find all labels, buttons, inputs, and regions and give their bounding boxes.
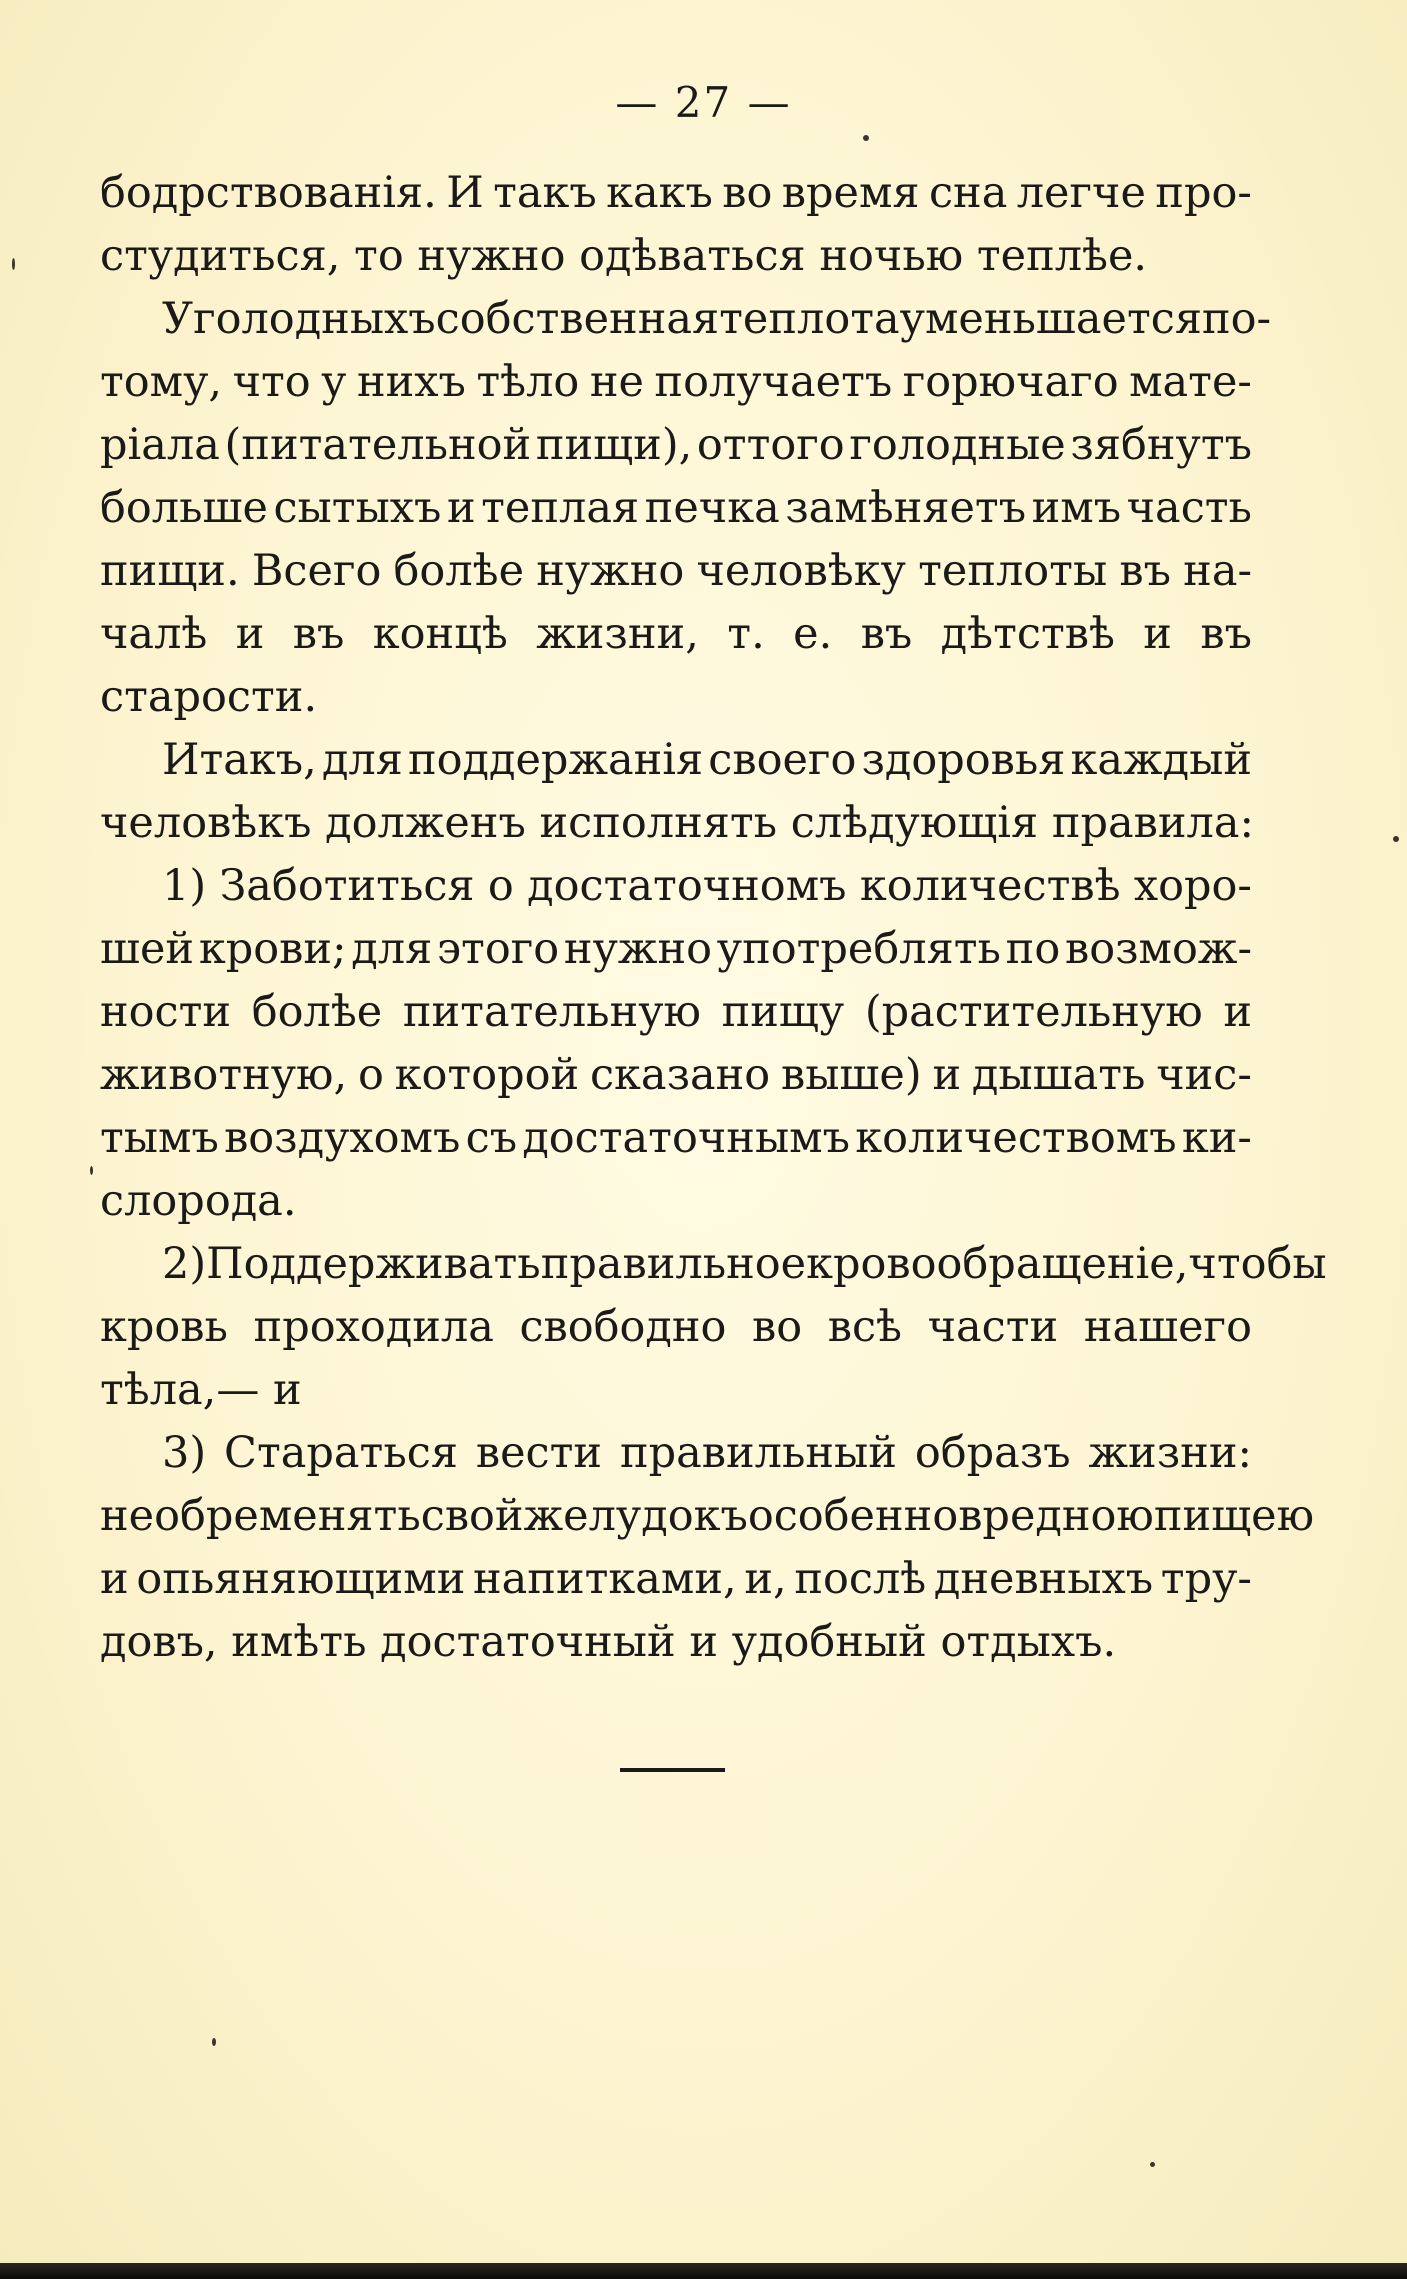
word: здоровья bbox=[861, 735, 1066, 785]
word: обременять bbox=[154, 1491, 421, 1541]
word: печка bbox=[644, 483, 780, 533]
word: вредною bbox=[958, 1491, 1154, 1541]
word: Стараться bbox=[224, 1428, 458, 1478]
text-line bbox=[100, 603, 1252, 666]
text-line bbox=[100, 288, 1272, 351]
word: что bbox=[232, 357, 311, 407]
word: е. bbox=[793, 609, 833, 659]
word: зябнутъ bbox=[1070, 420, 1252, 470]
word: пищу bbox=[721, 987, 845, 1037]
word: теплая bbox=[481, 483, 640, 533]
word: образъ bbox=[914, 1428, 1071, 1478]
word: достаточнымъ bbox=[522, 1113, 850, 1163]
text-line bbox=[100, 1107, 1252, 1170]
print-speck bbox=[90, 1166, 93, 1175]
word: 2) bbox=[162, 1239, 207, 1289]
text-line bbox=[100, 1548, 1252, 1611]
word: количествомъ bbox=[855, 1113, 1177, 1163]
word: чтобы bbox=[1188, 1239, 1327, 1289]
word: и bbox=[1143, 609, 1172, 659]
word: и, bbox=[744, 1554, 787, 1604]
word: получаетъ bbox=[654, 357, 893, 407]
word: тому, bbox=[100, 357, 223, 407]
page-number: — 27 — bbox=[615, 78, 792, 127]
word: голодныхъ bbox=[193, 294, 436, 344]
word: легче bbox=[1016, 168, 1146, 218]
word: тру- bbox=[1160, 1554, 1252, 1604]
word: сказано bbox=[589, 1050, 771, 1100]
word: теплоты bbox=[918, 546, 1108, 596]
word: тѣло bbox=[476, 357, 580, 407]
word: особенно bbox=[747, 1491, 959, 1541]
text-line: слорода. bbox=[100, 1176, 297, 1226]
word: болѣе bbox=[251, 987, 383, 1037]
section-end-rule bbox=[620, 1768, 725, 1772]
text-line bbox=[100, 855, 1252, 918]
word: собственная bbox=[435, 294, 720, 344]
word: нужно bbox=[536, 546, 685, 596]
word: питательную bbox=[402, 987, 701, 1037]
word: этого bbox=[436, 924, 560, 974]
word: Поддерживать bbox=[206, 1239, 541, 1289]
word: правильный bbox=[619, 1428, 897, 1478]
word: въ bbox=[1119, 546, 1171, 596]
word: о bbox=[357, 1050, 384, 1100]
word: достаточномъ bbox=[527, 861, 847, 911]
word: количествѣ bbox=[859, 861, 1121, 911]
word: о bbox=[487, 861, 514, 911]
text-line: довъ, имѣть достаточный и удобный отдыхъ. bbox=[100, 1617, 1117, 1667]
word: по bbox=[1005, 924, 1061, 974]
word: съ bbox=[465, 1113, 518, 1163]
word: не bbox=[589, 357, 644, 407]
word: ріала bbox=[100, 420, 220, 470]
word: дышать bbox=[971, 1050, 1146, 1100]
word: жизни: bbox=[1088, 1428, 1252, 1478]
word: 1) bbox=[162, 861, 207, 911]
word: жизни, bbox=[536, 609, 699, 659]
word: больше bbox=[100, 483, 268, 533]
word: нужно bbox=[563, 924, 712, 974]
word: и bbox=[932, 1050, 962, 1100]
print-speck bbox=[1150, 2162, 1155, 2167]
word: на- bbox=[1183, 546, 1252, 596]
word: ки- bbox=[1181, 1113, 1252, 1163]
text-line bbox=[100, 477, 1252, 540]
word: т. bbox=[727, 609, 765, 659]
text-line bbox=[100, 540, 1252, 603]
word: такъ bbox=[493, 168, 597, 218]
word: голодные bbox=[849, 420, 1066, 470]
word: чалѣ bbox=[100, 609, 208, 659]
word: замѣняетъ bbox=[785, 483, 1027, 533]
word: вести bbox=[475, 1428, 603, 1478]
word: пищи. bbox=[100, 546, 240, 596]
word: поддержанія bbox=[407, 735, 704, 785]
text-line: старости. bbox=[100, 672, 318, 722]
word: во bbox=[722, 168, 773, 218]
text-line bbox=[100, 414, 1252, 477]
word: пищею bbox=[1153, 1491, 1315, 1541]
word: (растительную bbox=[864, 987, 1203, 1037]
word: кровообращеніе, bbox=[806, 1239, 1189, 1289]
word: всѣ bbox=[827, 1302, 902, 1352]
word: кровь bbox=[100, 1302, 228, 1352]
word: не bbox=[100, 1491, 155, 1541]
word: часть bbox=[1126, 483, 1252, 533]
word: мате- bbox=[1129, 357, 1252, 407]
word: проходила bbox=[253, 1302, 494, 1352]
word: свободно bbox=[519, 1302, 727, 1352]
word: части bbox=[927, 1302, 1059, 1352]
word: въ bbox=[292, 609, 345, 659]
word: пищи), bbox=[535, 420, 693, 470]
word: въ bbox=[860, 609, 913, 659]
print-speck bbox=[863, 135, 869, 141]
word: нихъ bbox=[356, 357, 466, 407]
word: и bbox=[235, 609, 265, 659]
word: воздухомъ bbox=[224, 1113, 461, 1163]
word: свой bbox=[420, 1491, 524, 1541]
word: дѣтствѣ bbox=[940, 609, 1115, 659]
word: послѣ bbox=[794, 1554, 927, 1604]
text-line: человѣкъ долженъ исполнять слѣдующія правила: bbox=[100, 798, 1254, 848]
word: про- bbox=[1155, 168, 1252, 218]
word: во bbox=[752, 1302, 803, 1352]
body-text bbox=[100, 162, 1327, 1674]
word: Итакъ, bbox=[162, 735, 317, 785]
text-line bbox=[100, 918, 1252, 981]
text-line bbox=[100, 1044, 1252, 1107]
word: животную, bbox=[100, 1050, 348, 1100]
word: въ bbox=[1200, 609, 1252, 659]
print-speck bbox=[1393, 836, 1399, 842]
word: И bbox=[446, 168, 484, 218]
text-line bbox=[100, 1485, 1315, 1548]
word: имъ bbox=[1031, 483, 1122, 533]
text-line bbox=[100, 1233, 1327, 1296]
word: сытыхъ bbox=[273, 483, 442, 533]
text-line: тѣла,— и bbox=[100, 1365, 302, 1415]
word: хоро- bbox=[1133, 861, 1252, 911]
word: человѣку bbox=[696, 546, 906, 596]
text-line bbox=[100, 162, 1252, 225]
word: 3) bbox=[162, 1428, 207, 1478]
word: каждый bbox=[1070, 735, 1252, 785]
word: горючаго bbox=[902, 357, 1119, 407]
word: ности bbox=[100, 987, 232, 1037]
word: у bbox=[321, 357, 347, 407]
word: нашего bbox=[1083, 1302, 1252, 1352]
word: своего bbox=[708, 735, 857, 785]
word: Заботиться bbox=[219, 861, 475, 911]
word: концѣ bbox=[372, 609, 508, 659]
text-line bbox=[100, 1422, 1252, 1485]
word: и bbox=[100, 1554, 129, 1604]
word: уменьшается bbox=[899, 294, 1202, 344]
word: возмож- bbox=[1065, 924, 1252, 974]
word: по- bbox=[1202, 294, 1272, 344]
text-line bbox=[100, 1296, 1252, 1359]
word: время bbox=[781, 168, 920, 218]
word: (питательной bbox=[224, 420, 532, 470]
print-speck bbox=[12, 258, 15, 270]
word: желудокъ bbox=[523, 1491, 748, 1541]
word: теплота bbox=[719, 294, 900, 344]
word: опьяняющими bbox=[136, 1554, 466, 1604]
word: крови; bbox=[198, 924, 347, 974]
word: которой bbox=[394, 1050, 580, 1100]
print-speck bbox=[212, 2038, 216, 2046]
word: оттого bbox=[696, 420, 845, 470]
text-line bbox=[100, 981, 1252, 1044]
page-bottom-edge bbox=[0, 2263, 1407, 2279]
word: дневныхъ bbox=[933, 1554, 1154, 1604]
word: правильное bbox=[540, 1239, 807, 1289]
word: для bbox=[321, 735, 403, 785]
word: и bbox=[446, 483, 476, 533]
word: для bbox=[351, 924, 433, 974]
word: Всего bbox=[251, 546, 382, 596]
word: какъ bbox=[606, 168, 713, 218]
word: тымъ bbox=[100, 1113, 219, 1163]
word: напитками, bbox=[473, 1554, 737, 1604]
word: шей bbox=[100, 924, 195, 974]
word: бодрствованія. bbox=[100, 168, 437, 218]
word: употреблять bbox=[716, 924, 1001, 974]
word: болѣе bbox=[393, 546, 525, 596]
text-line bbox=[100, 351, 1252, 414]
word: и bbox=[1223, 987, 1252, 1037]
word: выше) bbox=[781, 1050, 922, 1100]
text-line: студиться, то нужно одѣваться ночью теплѣе. bbox=[100, 231, 1148, 281]
word: чис- bbox=[1156, 1050, 1252, 1100]
text-line bbox=[100, 729, 1252, 792]
word: У bbox=[162, 294, 194, 344]
word: сна bbox=[928, 168, 1008, 218]
